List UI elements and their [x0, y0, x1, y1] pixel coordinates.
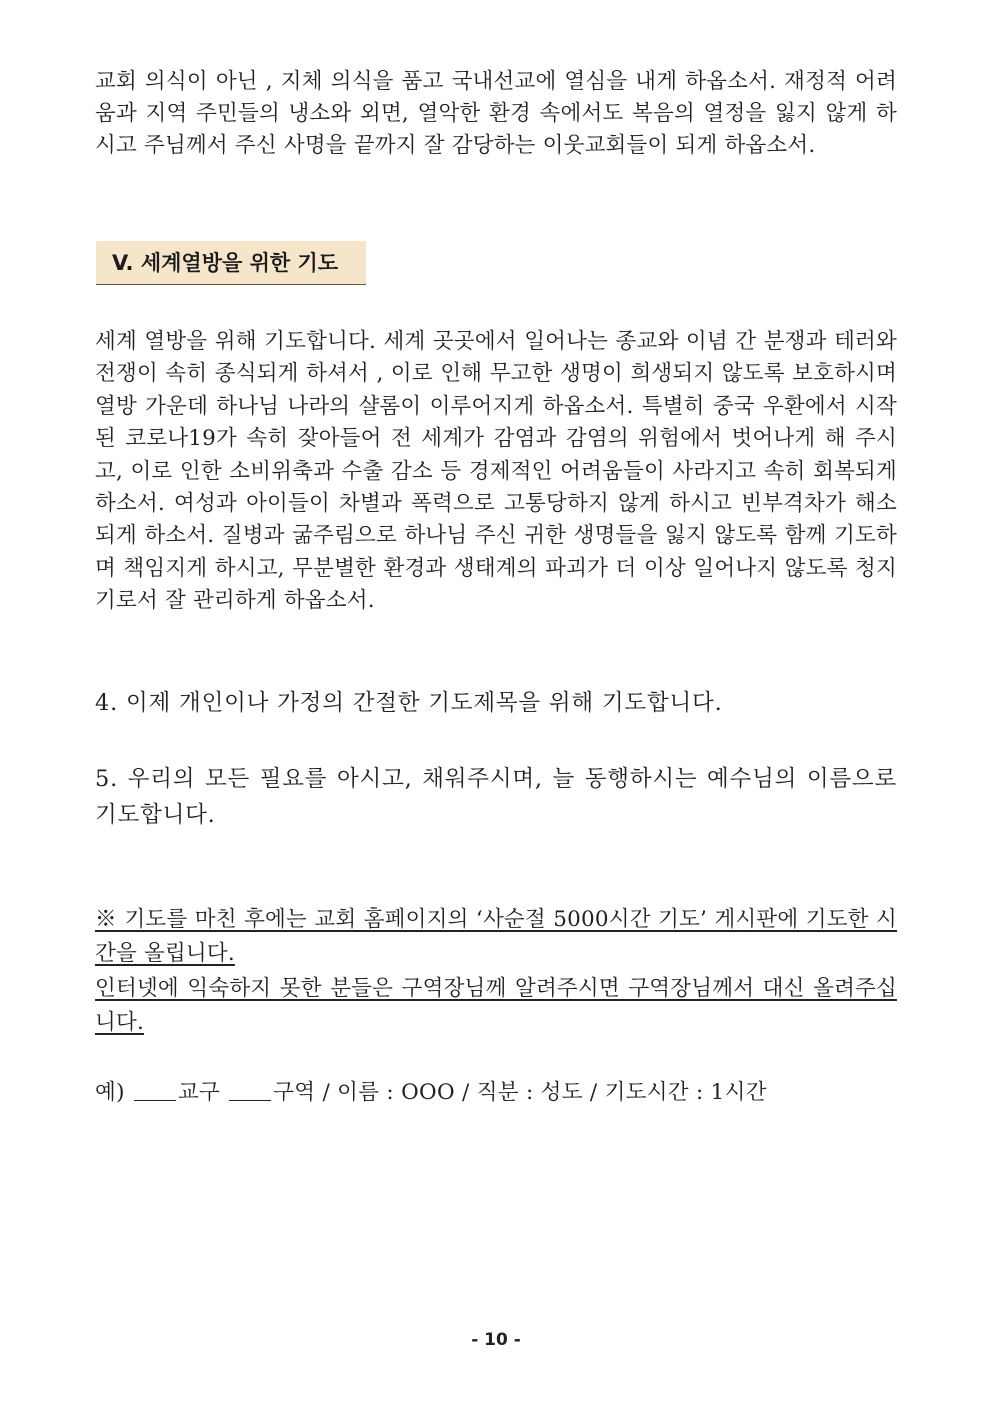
example-prefix: 예)	[95, 1080, 125, 1105]
zone-label: 구역	[273, 1080, 316, 1105]
example-details: / 이름 : OOO / 직분 : 성도 / 기도시간 : 1시간	[322, 1080, 767, 1105]
intro-paragraph: 교회 의식이 아닌 , 지체 의식을 품고 국내선교에 열심을 내게 하옵소서. 재정적 어려움과 지역 주민들의 냉소와 외면, 열악한 환경 속에서도 복음의 열정을 잃지 않게 하시고 주님께서 주신 사명을 끝까지 잘 감당하는 이웃교회들이 되게 하옵소서.	[95, 69, 897, 158]
notice-upload-instructions: ※ 기도를 마친 후에는 교회 홈페이지의 ‘사순절 5000시간 기도’ 게시판에 기도한 시간을 올립니다.	[95, 907, 897, 966]
notice-offline-instructions: 인터넷에 익숙하지 못한 분들은 구역장님께 알려주시면 구역장님께서 대신 올려주십니다.	[95, 976, 897, 1035]
section-title: V. 세계열방을 위한 기도	[96, 241, 366, 285]
zone-blank	[229, 1099, 271, 1101]
prayer-item-5: 5. 우리의 모든 필요를 아시고, 채워주시며, 늘 동행하시는 예수님의 이름으로 기도합니다.	[95, 766, 897, 828]
example-entry	[95, 1076, 897, 1110]
district-blank	[134, 1099, 176, 1101]
page-number: - 10 -	[471, 1330, 521, 1350]
world-prayer-paragraph: 세계 열방을 위해 기도합니다. 세계 곳곳에서 일어나는 종교와 이념 간 분쟁과 테러와 전쟁이 속히 종식되게 하셔서 , 이로 인해 무고한 생명이 희생되지 않도록 보호하시며 열방 가운데 하나님 나라의 샬롬이 이루어지게 하옵소서. 특별히 중국 우환에서 시작된 코로나19가 속히 잦아들어 전 세계가 감염과 감염의 위험에서 벗어나게 해 주시고, 이로 인한 소비위축과 수출 감소 등 경제적인 어려움들이 사라지고 속히 회복되게 하소서. 여성과 아이들이 차별과 폭력으로 고통당하지 않게 하시고 빈부격차가 해소되게 하소서. 질병과 굶주림으로 하나님 주신 귀한 생명들을 잃지 않도록 함께 기도하며 책임지게 하시고, 무분별한 환경과 생태계의 파괴가 더 이상 일어나지 않도록 청지기로서 잘 관리하게 하옵소서.	[95, 329, 897, 614]
prayer-item-4: 4. 이제 개인이나 가정의 간절한 기도제목을 위해 기도합니다.	[95, 690, 723, 716]
district-label: 교구	[177, 1080, 221, 1105]
